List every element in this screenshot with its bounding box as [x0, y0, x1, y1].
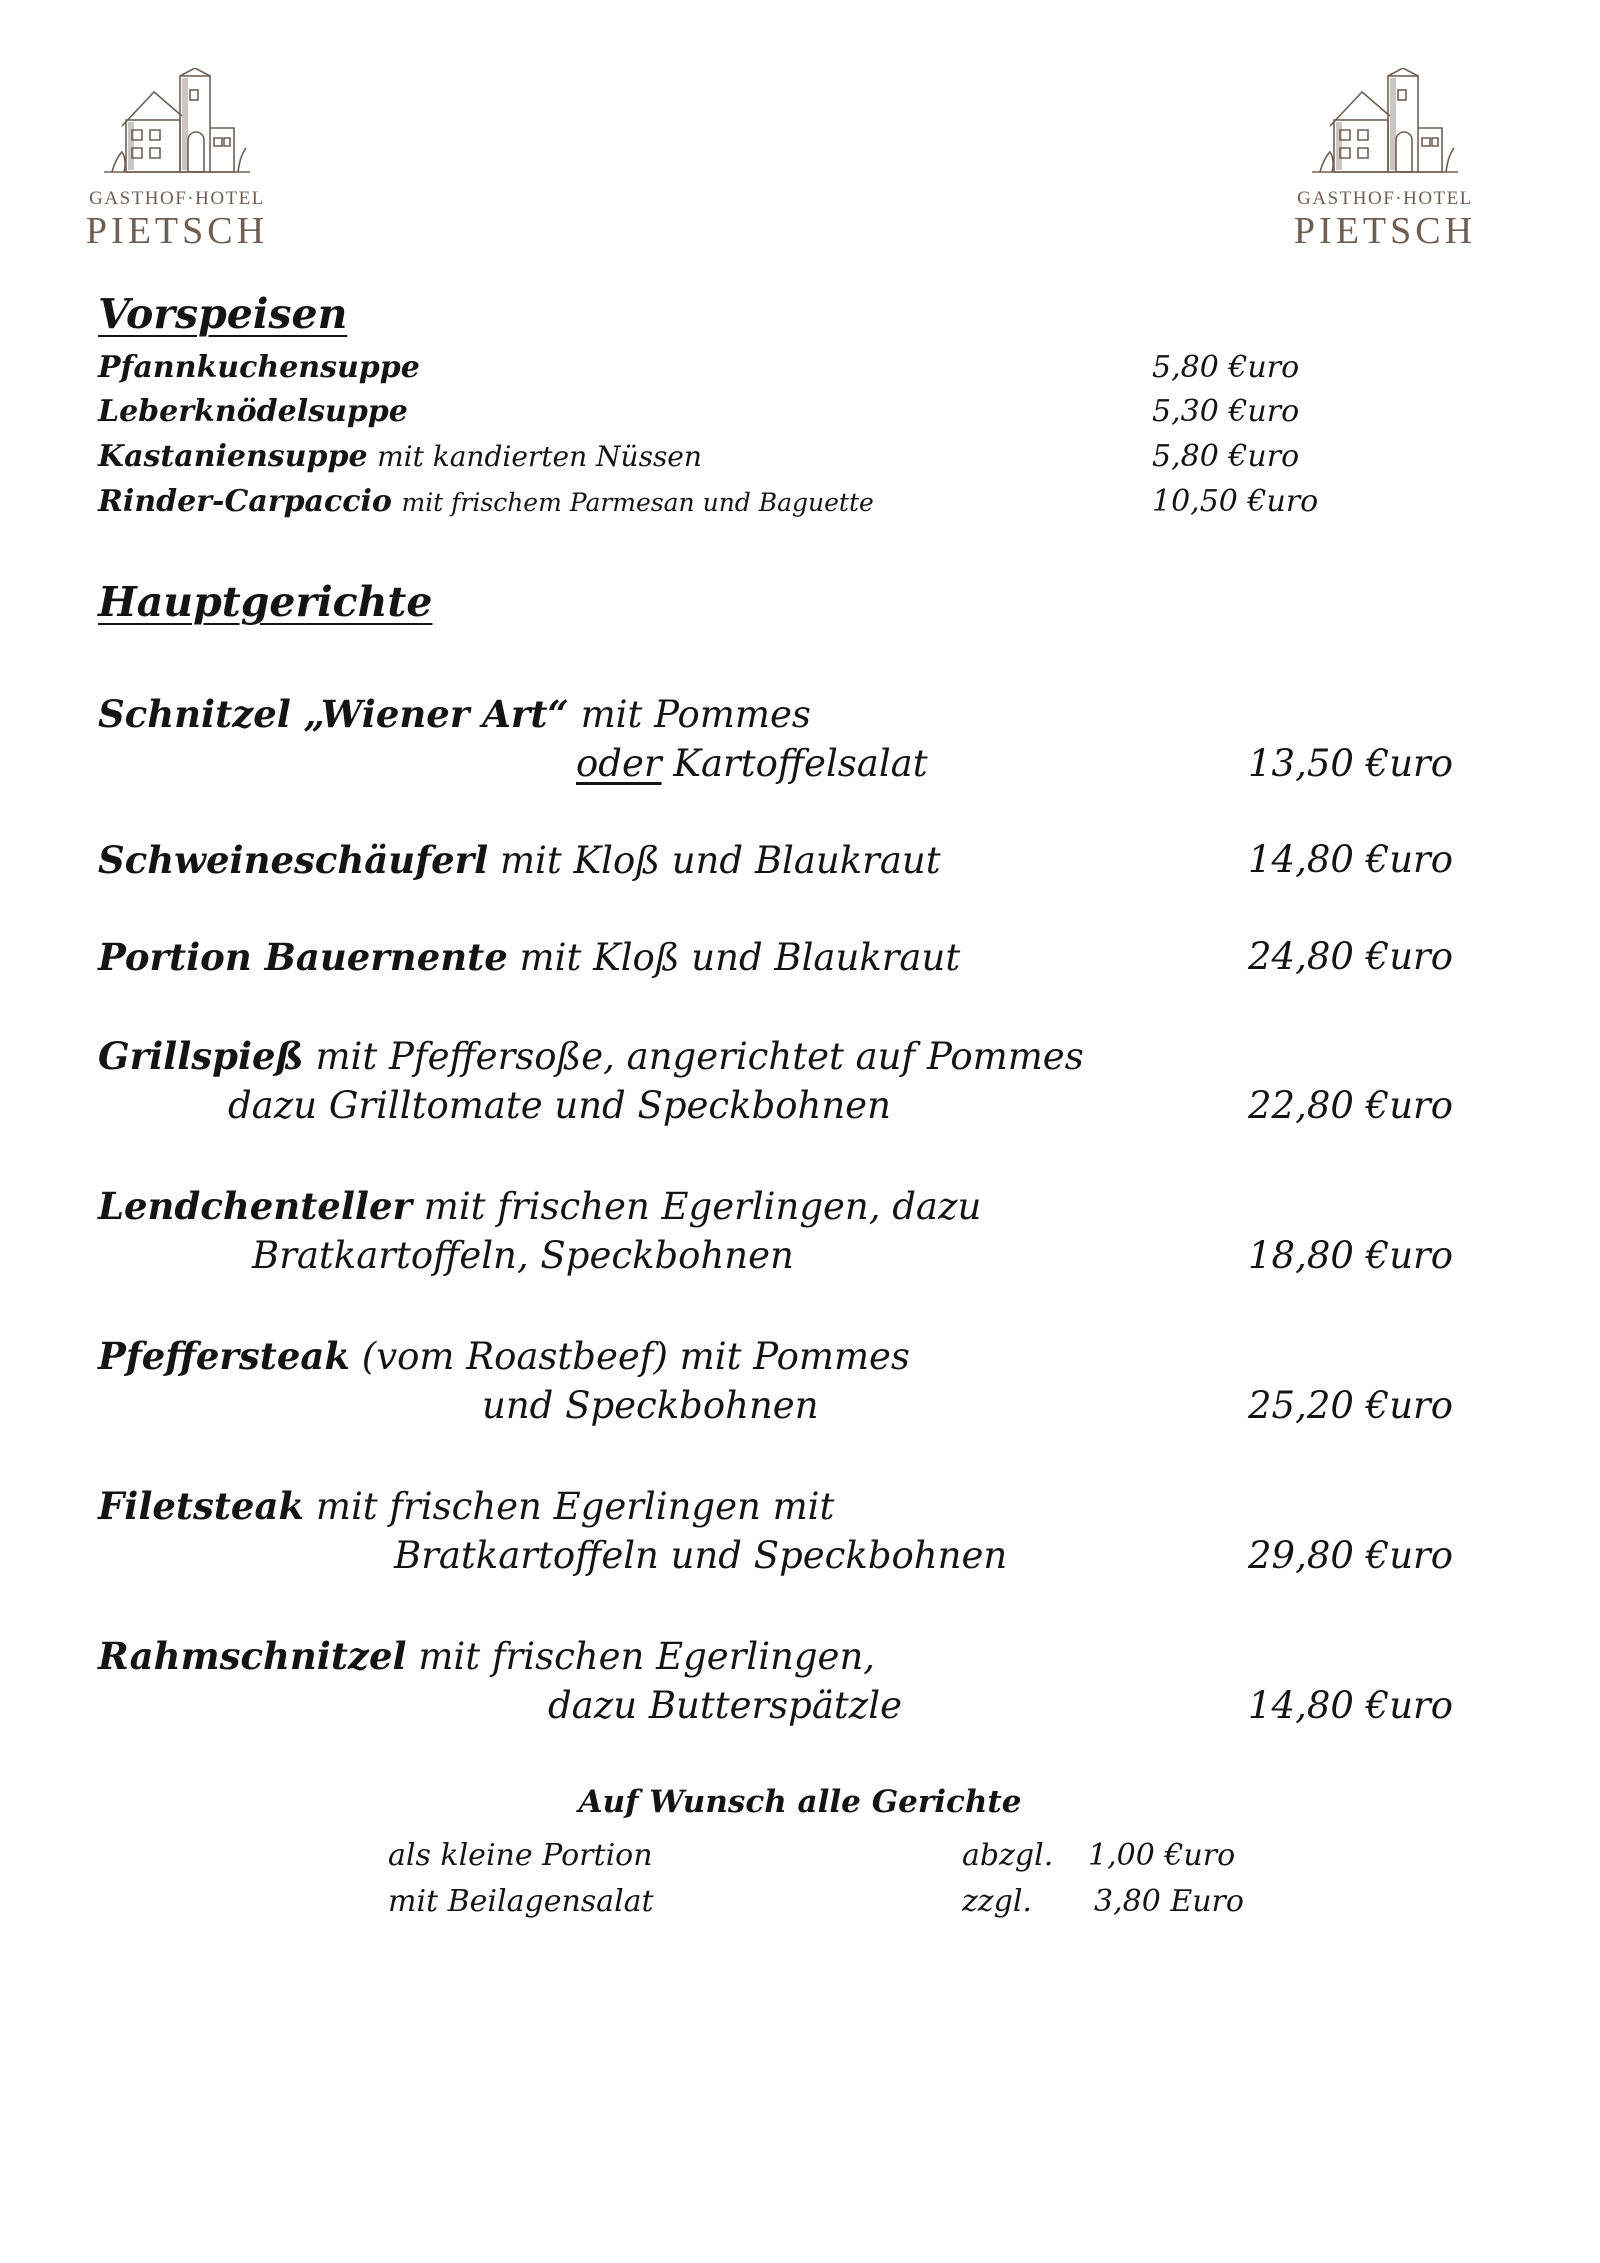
main-dish-line1 [98, 1034, 1084, 1078]
dish-price: 5,30 €uro [1152, 394, 1300, 429]
dish-name: Schnitzel „Wiener Art“ [98, 692, 569, 736]
dish-price: 14,80 €uro [1248, 838, 1454, 881]
main-dish-line1 [98, 1334, 910, 1378]
dish-name: Pfeffersteak [98, 1334, 350, 1378]
section-title-hauptgerichte: Hauptgerichte [98, 578, 433, 626]
main-dish-line2: dazu Butterspätzle [548, 1684, 902, 1727]
logo-subtitle: GASTHOF·HOTEL [1297, 188, 1473, 209]
dish-description: mit frischen Egerlingen, dazu [423, 1185, 982, 1228]
dish-name: Pfannkuchensuppe [98, 350, 420, 385]
dish-description: (vom Roastbeef) mit Pommes [361, 1335, 910, 1378]
section-title-vorspeisen: Vorspeisen [98, 290, 348, 338]
logo-right [1270, 68, 1500, 252]
main-dish-line2: Bratkartoffeln, Speckbohnen [252, 1234, 794, 1277]
starter-row [98, 394, 408, 429]
town-gate-illustration-icon [102, 68, 252, 186]
dish-description: mit frischen Egerlingen, [418, 1635, 876, 1678]
starter-row [98, 350, 420, 385]
dish-name: Kastaniensuppe [98, 439, 368, 474]
dish-name: Filetsteak [98, 1484, 305, 1528]
dish-description: mit Kloß und Blaukraut [499, 839, 941, 882]
dish-description: mit Kloß und Blaukraut [519, 936, 961, 979]
town-gate-illustration-icon [1310, 68, 1460, 186]
logo-left [62, 68, 292, 252]
main-dish-line1 [98, 838, 941, 882]
main-dish-line2: und Speckbohnen [482, 1384, 819, 1427]
dish-price: 25,20 €uro [1248, 1384, 1454, 1427]
main-dish-line1 [98, 1634, 875, 1678]
dish-price: 13,50 €uro [1248, 742, 1454, 785]
main-dish-line1 [98, 692, 811, 736]
dish-name: Schweineschäuferl [98, 838, 489, 882]
starter-row [98, 439, 702, 474]
dish-description: mit frischen Egerlingen mit [315, 1485, 835, 1528]
dish-price: 5,80 €uro [1152, 439, 1300, 474]
dish-price: 22,80 €uro [1248, 1084, 1454, 1127]
dish-description: mit kandierten Nüssen [377, 440, 702, 473]
note-title: Auf Wunsch alle Gerichte [578, 1784, 1022, 1820]
note-modifier: zzgl. [962, 1884, 1032, 1919]
main-dish-line2: Bratkartoffeln und Speckbohnen [394, 1534, 1008, 1577]
dish-price: 5,80 €uro [1152, 350, 1300, 385]
note-label: als kleine Portion [388, 1838, 653, 1873]
dish-price: 14,80 €uro [1248, 1684, 1454, 1727]
dish-price: 29,80 €uro [1248, 1534, 1454, 1577]
dish-price: 18,80 €uro [1248, 1234, 1454, 1277]
dish-description: mit Pfeffersoße, angerichtet auf Pommes [315, 1035, 1084, 1078]
dish-name: Rahmschnitzel [98, 1634, 407, 1678]
note-label: mit Beilagensalat [388, 1884, 654, 1919]
logo-subtitle: GASTHOF·HOTEL [89, 188, 265, 209]
dish-name: Grillspieß [98, 1034, 304, 1078]
note-price: 1,00 €uro [1088, 1838, 1236, 1873]
dish-name: Leberknödelsuppe [98, 394, 408, 429]
main-dish-line1 [98, 1184, 981, 1228]
note-price: 3,80 Euro [1094, 1884, 1244, 1919]
dish-name: Lendchenteller [98, 1184, 412, 1228]
dish-price: 10,50 €uro [1152, 484, 1319, 519]
dish-name: Rinder-Carpaccio [98, 484, 392, 519]
starter-row [98, 484, 874, 519]
main-dish-line2: dazu Grilltomate und Speckbohnen [228, 1084, 891, 1127]
note-modifier: abzgl. [962, 1838, 1054, 1873]
dish-description: Kartoffelsalat [673, 742, 928, 785]
logo-name: PIETSCH [85, 210, 269, 252]
dish-option-word: oder [576, 742, 662, 785]
main-dish-line1 [98, 935, 960, 979]
logo-name: PIETSCH [1293, 210, 1477, 252]
main-dish-line2 [576, 742, 928, 785]
dish-description: mit Pommes [580, 693, 811, 736]
dish-price: 24,80 €uro [1248, 935, 1454, 978]
dish-description: mit frischem Parmesan und Baguette [401, 488, 874, 517]
main-dish-line1 [98, 1484, 834, 1528]
dish-name: Portion Bauernente [98, 935, 508, 979]
